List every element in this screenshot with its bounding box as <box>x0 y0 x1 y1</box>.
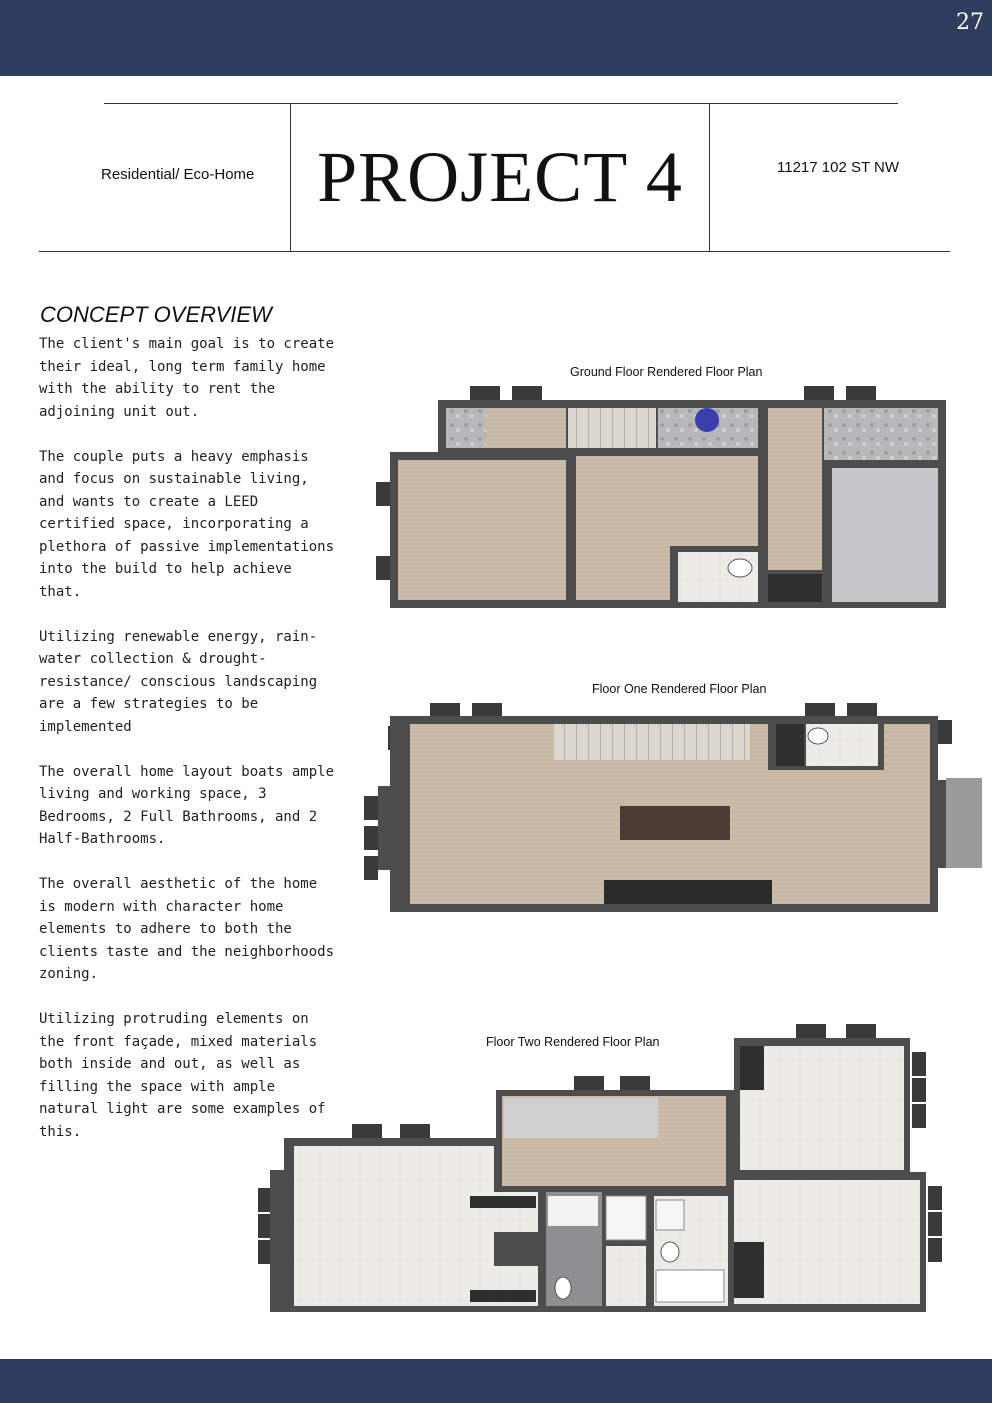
ground-floor-plan <box>376 386 946 608</box>
floor-two-label: Floor Two Rendered Floor Plan <box>486 1035 660 1049</box>
concept-paragraph-2: The couple puts a heavy emphasis and focus on sustainable living, and wants to create a LEED certified space, incorporating a plethora of passive implementations into the build to help achieve that. <box>39 448 335 600</box>
floor-one-plan <box>364 703 982 912</box>
project-address: 11217 102 ST NW <box>777 159 900 176</box>
concept-paragraph-3: Utilizing renewable energy, rain-water collection & drought-resistance/ conscious landscaping are a few strategies to be implemented <box>39 628 318 735</box>
concept-paragraph-4: The overall home layout boats ample living and working space, 3 Bedrooms, 2 Full Bathrooms, and 2 Half-Bathrooms. <box>39 763 335 847</box>
project-category: Residential/ Eco-Home <box>101 166 255 183</box>
concept-paragraph-1: The client's main goal is to create their ideal, long term family home with the ability to rent the adjoining unit out. <box>39 336 335 420</box>
concept-heading: CONCEPT OVERVIEW <box>40 302 272 327</box>
ground-floor-label: Ground Floor Rendered Floor Plan <box>570 365 763 379</box>
floor-one-label: Floor One Rendered Floor Plan <box>592 682 767 696</box>
bottom-banner <box>0 1359 992 1403</box>
concept-paragraph-6: Utilizing protruding elements on the front façade, mixed materials both inside and out, as well as filling the space with ample natural light are some examples of this. <box>39 1011 326 1140</box>
floor-two-plan <box>258 1024 942 1312</box>
page-number: 27 <box>956 10 984 35</box>
concept-paragraph-5: The overall aesthetic of the home is modern with character home elements to adhere to both the clients taste and the neighborhoods zoning. <box>39 876 335 982</box>
project-title: PROJECT 4 <box>317 137 683 217</box>
